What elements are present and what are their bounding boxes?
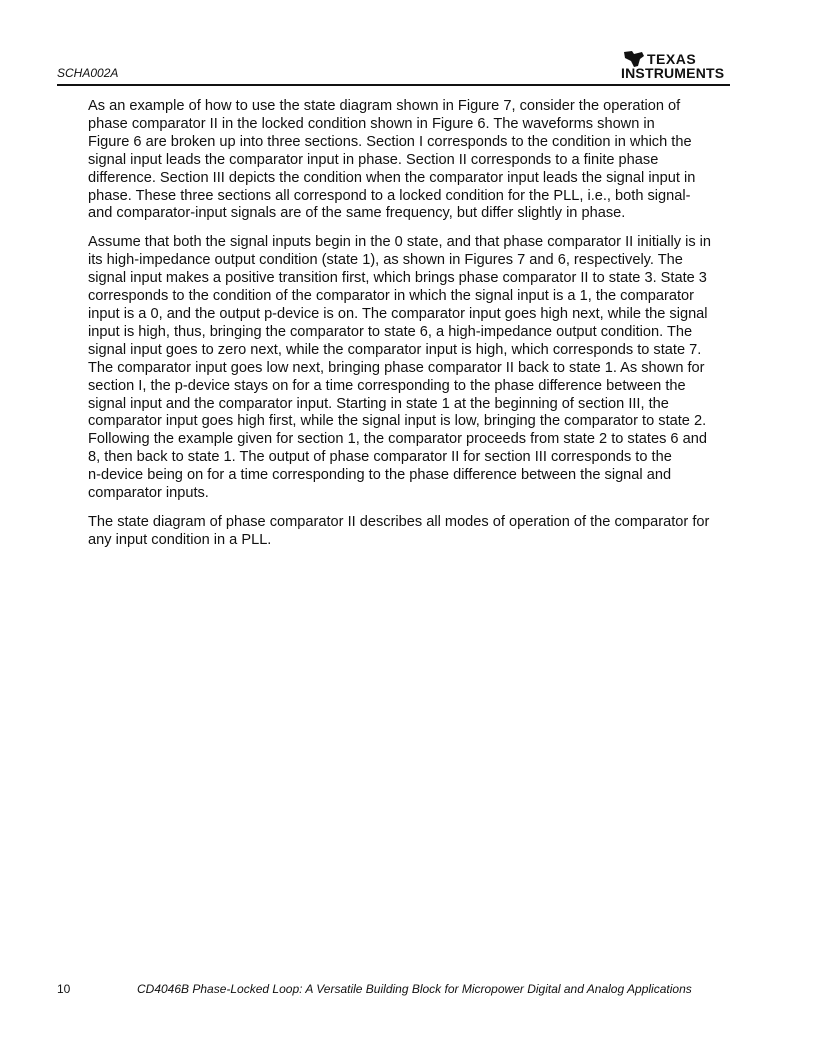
logo-text-instruments: INSTRUMENTS xyxy=(621,65,725,81)
document-id: SCHA002A xyxy=(57,66,119,80)
text-line: section I, the p-device stays on for a time corresponding to the phase difference between the xyxy=(88,377,686,394)
text-line: and comparator-input signals are of the same frequency, but differ slightly in phase. xyxy=(88,205,626,222)
text-line: phase comparator II in the locked condition shown in Figure 6. The waveforms shown in xyxy=(88,115,655,132)
paragraph xyxy=(88,234,738,503)
footer-title: CD4046B Phase-Locked Loop: A Versatile Building Block for Micropower Digital and Analog Applications xyxy=(137,982,692,996)
paragraph xyxy=(88,98,738,223)
text-line: As an example of how to use the state diagram shown in Figure 7, consider the operation of xyxy=(88,98,681,114)
text-line: n-device being on for a time corresponding to the phase difference between the signal and xyxy=(88,467,672,484)
logo-text-texas: TEXAS xyxy=(647,51,697,67)
body-text xyxy=(88,98,738,561)
text-line: difference. Section III depicts the condition when the comparator input leads the signal input in xyxy=(88,169,696,186)
text-line: signal input and the comparator input. Starting in state 1 at the beginning of section III, the xyxy=(88,395,669,412)
text-line: Assume that both the signal inputs begin in the 0 state, and that phase comparator II initially is in xyxy=(88,234,712,251)
text-line: input is a 0, and the output p-device is on. The comparator input goes high next, while the signal xyxy=(88,305,708,322)
text-line: phase. These three sections all correspond to a locked condition for the PLL, i.e., both signal- xyxy=(88,187,691,204)
paragraph xyxy=(88,514,738,550)
text-line: comparator inputs. xyxy=(88,485,209,502)
header-rule xyxy=(57,84,730,86)
text-line: corresponds to the condition of the comparator in which the signal input is a 1, the comparator xyxy=(88,288,694,305)
ti-logo xyxy=(617,50,729,80)
text-line: signal input leads the comparator input in phase. Section II corresponds to a finite phase xyxy=(88,151,659,168)
text-line: signal input makes a positive transition first, which brings phase comparator II to state 3. State 3 xyxy=(88,270,707,287)
text-line: comparator input goes high first, while the signal input is low, bringing the comparator to state 2. xyxy=(88,413,707,430)
text-line: Figure 6 are broken up into three sections. Section I corresponds to the condition in which the xyxy=(88,133,692,150)
text-line: The state diagram of phase comparator II describes all modes of operation of the comparator for xyxy=(88,513,710,530)
page-number: 10 xyxy=(57,982,71,996)
text-line: 8, then back to state 1. The output of phase comparator II for section III corresponds to the xyxy=(88,449,672,466)
text-line: signal input goes to zero next, while the comparator input is high, which corresponds to state 7. xyxy=(88,341,702,358)
text-line: any input condition in a PLL. xyxy=(88,531,272,548)
text-line: input is high, thus, bringing the comparator to state 6, a high-impedance output condition. The xyxy=(88,323,693,340)
text-line: Following the example given for section 1, the comparator proceeds from state 2 to states 6 and xyxy=(88,431,707,448)
text-line: The comparator input goes low next, bringing phase comparator II back to state 1. As shown for xyxy=(88,359,705,376)
text-line: its high-impedance output condition (state 1), as shown in Figures 7 and 6, respectively. The xyxy=(88,252,683,269)
